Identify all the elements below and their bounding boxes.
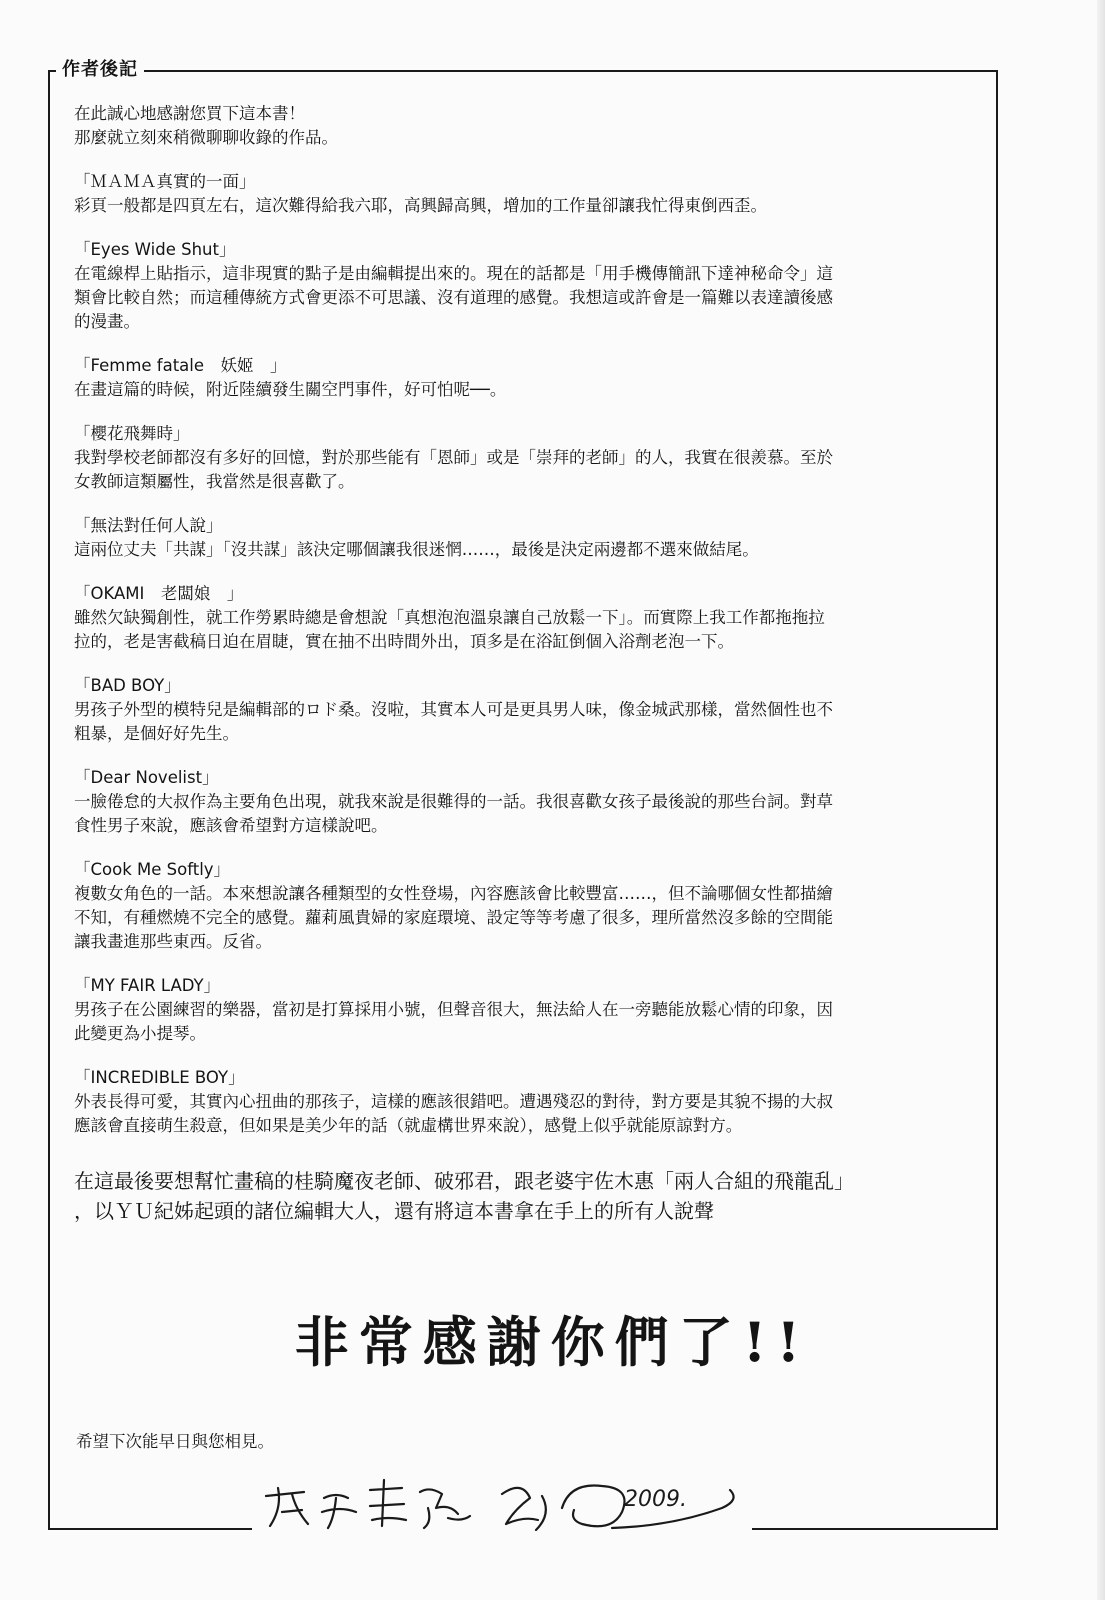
intro-paragraph bbox=[74, 102, 980, 150]
story-title: 「Femme fatale 妖姬 」 bbox=[74, 356, 287, 375]
story-title: 「INCREDIBLE BOY」 bbox=[74, 1068, 245, 1087]
story-body-line: 在畫這篇的時候，附近陸續發生關空門事件，好可怕呢──。 bbox=[74, 380, 507, 399]
story-title: 「Eyes Wide Shut」 bbox=[74, 240, 236, 259]
story-body-line: 一臉倦怠的大叔作為主要角色出現，就我來說是很難得的一話。我很喜歡女孩子最後說的那些台詞。對草 bbox=[74, 792, 833, 811]
story-body-line: 男孩子在公園練習的樂器，當初是打算採用小號，但聲音很大，無法給人在一旁聽能放鬆心情的印象，因 bbox=[74, 1000, 833, 1019]
story-body-line: 女教師這類屬性，我當然是很喜歡了。 bbox=[74, 472, 355, 491]
story-title: 「MY FAIR LADY」 bbox=[74, 976, 221, 995]
story-body-line: 我對學校老師都沒有多好的回憶，對於那些能有「恩師」或是「崇拜的老師」的人，我實在很羨慕。至於 bbox=[74, 448, 833, 467]
story-body-line: 類會比較自然；而這種傳統方式會更添不可思議、沒有道理的感覺。我想這或許會是一篇難以表達讀後感 bbox=[74, 288, 833, 307]
story-body-line: 男孩子外型的模特兒是編輯部的ロド桑。沒啦，其實本人可是更具男人味，像金城武那樣，當然個性也不 bbox=[74, 700, 833, 719]
story-body-line: 應該會直接萌生殺意，但如果是美少年的話（就虛構世界來說），感覺上似乎就能原諒對方。 bbox=[74, 1116, 743, 1135]
story-body-line: 雖然欠缺獨創性，就工作勞累時總是會想說「真想泡泡溫泉讓自己放鬆一下」。而實際上我工作都拖拖拉 bbox=[74, 608, 825, 627]
story-note bbox=[74, 974, 980, 1046]
story-body-line: 彩頁一般都是四頁左右，這次難得給我六耶，高興歸高興，增加的工作量卻讓我忙得東倒西歪。 bbox=[74, 196, 767, 215]
story-note bbox=[74, 674, 980, 746]
story-note bbox=[74, 766, 980, 838]
story-title: 「OKAMI 老闆娘 」 bbox=[74, 584, 244, 603]
story-title: 「無法對任何人說」 bbox=[74, 516, 223, 535]
story-body-line: 的漫畫。 bbox=[74, 312, 140, 331]
story-title: 「櫻花飛舞時」 bbox=[74, 424, 190, 443]
story-body-line: 在電線桿上貼指示，這非現實的點子是由編輯提出來的。現在的話都是「用手機傳簡訊下達神秘命令」這 bbox=[74, 264, 833, 283]
story-title: 「Dear Novelist」 bbox=[74, 768, 219, 787]
story-title: 「BAD BOY」 bbox=[74, 676, 181, 695]
story-body-line: 此變更為小提琴。 bbox=[74, 1024, 206, 1043]
story-note bbox=[74, 354, 980, 402]
big-thanks-heading: 非常感謝你們了!! bbox=[294, 1310, 811, 1374]
story-body-line: 這兩位丈夫「共謀」「沒共謀」該決定哪個讓我很迷惘……，最後是決定兩邊都不選來做結尾。 bbox=[74, 540, 759, 559]
afterword-content bbox=[74, 102, 980, 1226]
story-title: 「ＭＡＭＡ真實的一面」 bbox=[74, 172, 256, 191]
intro-line: 那麼就立刻來稍微聊聊收錄的作品。 bbox=[74, 128, 338, 147]
story-note bbox=[74, 858, 980, 954]
closing-line: 在這最後要想幫忙畫稿的桂騎魔夜老師、破邪君，跟老婆宇佐木惠「兩人合組的飛龍乱」 bbox=[74, 1169, 854, 1193]
story-note bbox=[74, 514, 980, 562]
afterword-title: 作者後記 bbox=[56, 55, 144, 81]
story-note bbox=[74, 422, 980, 494]
story-note bbox=[74, 170, 980, 218]
story-body-line: 拉的，老是害截稿日迫在眉睫，實在抽不出時間外出，頂多是在浴缸倒個入浴劑老泡一下。 bbox=[74, 632, 734, 651]
story-body-line: 粗暴，是個好好先生。 bbox=[74, 724, 239, 743]
story-note bbox=[74, 238, 980, 334]
story-body-line: 食性男子來說，應該會希望對方這樣說吧。 bbox=[74, 816, 388, 835]
story-notes bbox=[74, 170, 980, 1138]
closing-line: ，以ＹＵ紀姊起頭的諸位編輯大人，還有將這本書拿在手上的所有人說聲 bbox=[74, 1199, 714, 1223]
story-body-line: 複數女角色的一話。本來想說讓各種類型的女性登場，內容應該會比較豐富……，但不論哪個女性都描繪 bbox=[74, 884, 833, 903]
story-title: 「Cook Me Softly」 bbox=[74, 860, 231, 879]
story-body-line: 讓我畫進那些東西。反省。 bbox=[74, 932, 272, 951]
closing-paragraph bbox=[74, 1166, 980, 1226]
story-note bbox=[74, 1066, 980, 1138]
story-body-line: 外表長得可愛，其實內心扭曲的那孩子，這樣的應該很錯吧。遭遇殘忍的對待，對方要是其貌不揚的大叔 bbox=[74, 1092, 833, 1111]
farewell-line: 希望下次能早日與您相見。 bbox=[76, 1432, 274, 1451]
handwritten-signature bbox=[252, 1468, 752, 1538]
story-body-line: 不知，有種燃燒不完全的感覺。蘿莉風貴婦的家庭環境、設定等等考慮了很多，理所當然沒多餘的空間能 bbox=[74, 908, 833, 927]
signature-date: 2009. bbox=[624, 1487, 687, 1512]
intro-line: 在此誠心地感謝您買下這本書！ bbox=[74, 104, 305, 123]
story-note bbox=[74, 582, 980, 654]
